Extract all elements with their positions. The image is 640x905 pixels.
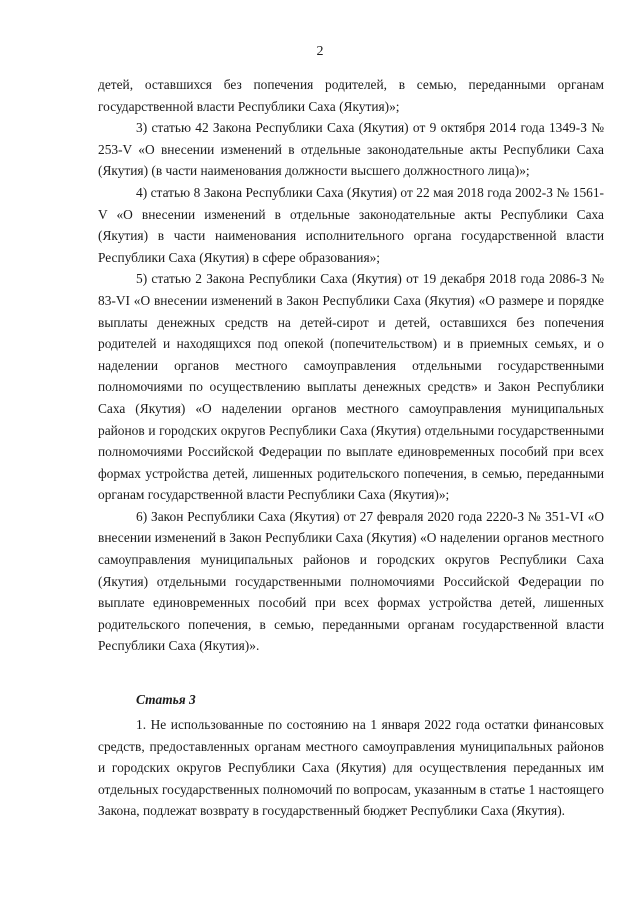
document-body xyxy=(98,74,604,657)
paragraph-item-4: 4) статью 8 Закона Республики Саха (Якутия) от 22 мая 2018 года 2002-З № 1561-V «О внесении изменений в отдельные законодательные акты Республики Саха (Якутия) в части наименования исполнительного органа государственной власти Республики Саха (Якутия) в сфере образования»; xyxy=(98,184,604,265)
paragraph-item-6: 6) Закон Республики Саха (Якутия) от 27 февраля 2020 года 2220-З № 351-VI «О внесении изменений в Закон Республики Саха (Якутия) «О наделении органов местного самоуправления муниципальных районов и городских округов Республики Саха (Якутия) отдельными государственными полномочиями Российской Федерации по выплате единовременных пособий при всех формах устройства детей, лишенных родительского попечения, в семью, переданными органам государственной власти Республики Саха (Якутия)». xyxy=(98,508,604,654)
paragraph-continuation: детей, оставшихся без попечения родителей, в семью, переданными органам государственной власти Республики Саха (Якутия)»; xyxy=(98,77,604,114)
article-paragraph-1: 1. Не использованные по состоянию на 1 января 2022 года остатки финансовых средств, предоставленных органам местного самоуправления муниципальных районов и городских округов Республики Саха (Якутия) для осуществления переданных им отдельных государственных полномочий по вопросам, указанным в статье 1 настоящего Закона, подлежат возврату в государственный бюджет Республики Саха (Якутия). xyxy=(98,717,604,819)
paragraph-item-5: 5) статью 2 Закона Республики Саха (Якутия) от 19 декабря 2018 года 2086-З № 83-VI «О внесении изменений в Закон Республики Саха (Якутия) «О размере и порядке выплаты денежных средств на детей-сирот и детей, оставшихся без попечения родителей и находящихся под опекой (попечительством) и в приемных семьях, и о наделении органов местного самоуправления отдельными государственными полномочиями по осуществлению выплаты денежных средств» и Закон Республики Саха (Якутия) «О наделении органов местного самоуправления муниципальных районов и городских округов Республики Саха (Якутия) отдельными государственными полномочиями Российской Федерации по выплате единовременных пособий при всех формах устройства детей, лишенных родительского попечения, в семью, переданными органам государственной власти Республики Саха (Якутия)»; xyxy=(98,271,604,503)
paragraph-item-3: 3) статью 42 Закона Республики Саха (Якутия) от 9 октября 2014 года 1349-З № 253-V «О внесении изменений в отдельные законодательные акты Республики Саха (Якутия) (в части наименования должности высшего должностного лица)»; xyxy=(98,120,604,179)
article-body xyxy=(98,714,604,822)
page-number: 2 xyxy=(316,44,324,59)
article-heading: Статья 3 xyxy=(136,692,196,707)
